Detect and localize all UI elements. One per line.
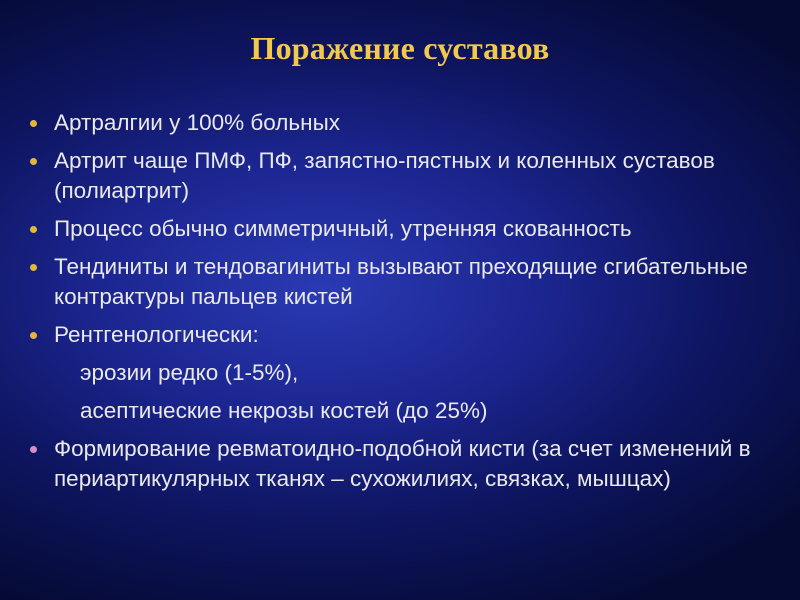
bullet-dot-icon	[30, 332, 37, 339]
list-item-text: Артрит чаще ПМФ, ПФ, запястно-пястных и коленных суставов (полиартрит)	[54, 148, 715, 203]
list-item-text: Тендиниты и тендовагиниты вызывают преходящие сгибательные контрактуры пальцев кистей	[54, 254, 748, 309]
list-item-text: Процесс обычно симметричный, утренняя скованность	[54, 216, 632, 241]
sub-list-item	[22, 358, 782, 388]
list-item-text: асептические некрозы костей (до 25%)	[80, 398, 488, 423]
bullet-dot-icon	[30, 264, 37, 271]
bullet-dot-icon	[30, 158, 37, 165]
list-item-text: Артралгии у 100% больных	[54, 110, 340, 135]
bullet-list	[22, 108, 782, 502]
list-item	[22, 434, 782, 494]
list-item	[22, 252, 782, 312]
bullet-dot-icon	[30, 446, 37, 453]
list-item	[22, 214, 782, 244]
bullet-dot-icon	[30, 226, 37, 233]
list-item-text: Формирование ревматоидно-подобной кисти (за счет изменений в периартикулярных тканях – сухожилиях, связках, мышцах)	[54, 436, 751, 491]
list-item	[22, 320, 782, 350]
bullet-dot-icon	[30, 120, 37, 127]
list-item	[22, 108, 782, 138]
list-item-text: эрозии редко (1-5%),	[80, 360, 299, 385]
sub-list-item	[22, 396, 782, 426]
list-item-text: Рентгенологически:	[54, 322, 259, 347]
slide-title: Поражение суставов	[250, 30, 550, 66]
list-item	[22, 146, 782, 206]
